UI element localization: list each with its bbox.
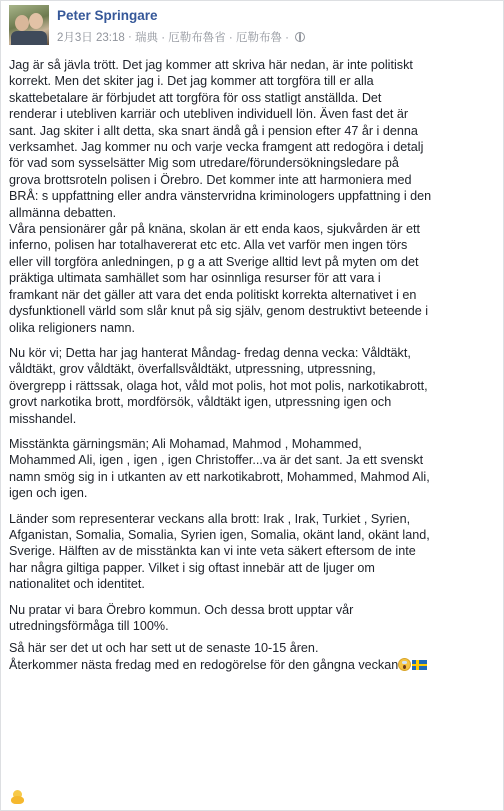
text-line: Jag är så jävla trött. Det jag kommer att skriva här nedan, är inte politiskt [9,58,413,72]
paragraph-2 [9,345,497,427]
text-line: Sverige. Hälften av de misstänkta kan vi inte veta säkert eftersom de inte [9,544,416,559]
text-line: Mohammed Ali, igen , igen , igen Christoffer...va är det sant. Ja ett svenskt [9,453,424,468]
text-line: BRÅ: s uppfattning eller andra vänstervridna kriminologers uppfattning i den [9,189,432,204]
text-line: igen och igen. [9,486,88,501]
swedish-flag-icon [412,660,427,670]
post-body [9,57,497,682]
avatar-face-left [15,15,29,31]
text-line: inferno, polisen har totalhavererat etc etc. Alla vet varför men ingen törs [9,238,408,253]
text-line: skattebetalare är förbjudet att torgföra för oss statligt anställda. Det [9,90,382,105]
avatar-face-right [29,13,43,29]
text-line: Våra pensionärer går på knäna, skolan är ett enda kaos, sjukvården är ett [9,222,420,237]
text-line: verksamhet. Jag kommer nu och varje vecka framgent att redogöra i detalj [9,140,424,155]
post-meta [57,29,305,45]
text-line: olika religioners namn. [9,320,135,335]
text-line: korrekt. Men det skiter jag i. Det jag kommer att torgföra till er alla [9,74,374,89]
author-avatar[interactable] [9,5,49,45]
text-line: dysfunktionell värld som slår knut på sig själv, genom destruktivt beteende i [9,304,429,319]
paragraph-5 [9,602,497,635]
post-location[interactable]: 瑞典 · 厄勒布魯省 · 厄勒布魯 · [135,32,293,44]
text-line: Afganistan, Somalia, Somalia, Syrien igen, Somalia, okänt land, okänt land, [9,527,430,542]
text-line: nationalitet och identitet. [9,577,145,592]
text-line: namn smög sig in i utkanten av ett narkotikabrott, Mohammed, Mahmod Ali, [9,469,430,484]
text-line: Nu kör vi; Detta har jag hanterat Måndag- fredag denna vecka: Våldtäkt, [9,345,411,360]
text-line: Nu pratar vi bara Örebro kommun. Och dessa brott upptar vår [9,602,354,617]
text-line: Återkommer nästa fredag med en redogörelse för den gångna veckan [9,657,399,672]
author-name[interactable]: Peter Springare [57,8,158,23]
scream-emoji-icon [398,658,411,671]
text-line: för vad som sysselsätter Mig som utredare/förundersökningsledare på [9,156,399,171]
text-line: eller vill torgföra anledningen, p g a att Sverige alltid levt på myten om det [9,254,419,269]
text-line: grovt narkotika brott, mordförsök, våldtäkt igen, utpressning igen och [9,395,392,410]
paragraph-1 [9,57,497,336]
paragraph-4 [9,511,497,593]
text-line: utredningsförmåga till 100%. [9,619,169,633]
paragraph-6 [9,640,497,673]
text-line: allmänna debatten. [9,205,117,220]
text-line: sant. Jag skiter i allt detta, ska snart ändå gå i pension efter 47 år i denna [9,123,418,138]
paragraph-3 [9,436,497,502]
text-line: misshandel. [9,411,77,426]
meta-separator: · [124,31,135,43]
text-line: Misstänkta gärningsmän; Ali Mohamad, Mahmod , Mohammed, [9,436,362,451]
globe-icon[interactable] [295,32,305,42]
text-line: våldtäkt, grov våldtäkt, överfallsvåldtäkt, utpressning, utpressning, [9,362,376,377]
text-line: övergrepp i rättssak, olaga hot, våld mot polis, hot mot polis, narkotikabrott, [9,378,428,393]
text-line: Länder som representerar veckans alla brott: Irak , Irak, Turkiet , Syrien, [9,511,411,526]
post-timestamp[interactable]: 2月3日 23:18 [57,32,125,44]
text-line: präktiga ultimata samhället som har osinnliga resurser för att vara i [9,271,381,286]
text-line-with-emoji [9,657,497,673]
text-line: framkant när det gäller att vara det enda politiskt korrekta alternativet i en [9,287,417,302]
text-line: renderar i utebliven karriär och utebliven individuell lön. Även fast det är [9,107,409,122]
post-header [9,5,499,47]
avatar-shoulders [11,31,47,45]
text-line: Så här ser det ut och har sett ut de senaste 10-15 åren. [9,641,319,656]
text-line: grova brottsroteln polisen i Örebro. Det kommer inte att harmoniera med [9,172,412,187]
baby-chick-icon [11,790,24,804]
text-line: har några giltiga papper. Vilket i sig oftast innebär att de ljuger om [9,560,375,575]
